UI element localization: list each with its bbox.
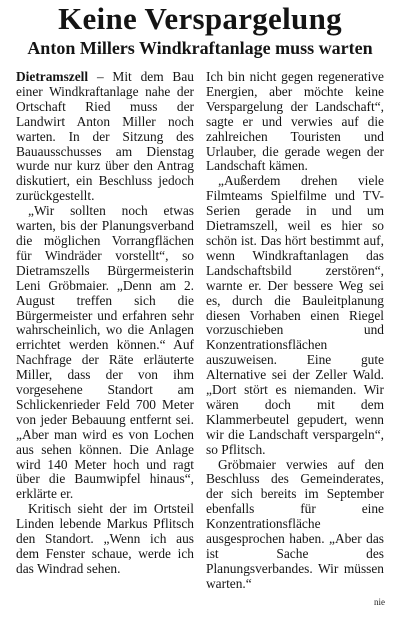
subheadline: Anton Millers Windkraftanlage muss warten	[27, 38, 373, 58]
paragraph-3: Kritisch sieht der im Ortsteil Linden lebende Markus Pflitsch den Standort. „Wenn ich aus dem Fenster schaue, werde ich das Windrad sehen.	[16, 501, 194, 576]
paragraph-6: Gröbmaier verwies auf den Beschluss des Gemeinderates, der sich bereits im September ebenfalls für eine Konzentrationsfläche ausgesprochen haben. „Aber das ist Sache des Planungsverbandes. Wir müssen warten.“	[206, 456, 384, 591]
article-column-right	[206, 70, 384, 592]
paragraph-2: „Wir sollten noch etwas warten, bis der Planungsverband die möglichen Vorrangflächen für Windräder vorstellt“, so Dietramszells Bürgermeisterin Leni Gröbmaier. „Denn am 2. August treffen sich die Bürgermeister und erfahren sehr wahrscheinlich, wo die Anlagen errichtet werden können.“ Auf Nachfrage der Räte erläuterte Miller, dass der von ihm vorgesehene Standort am Schlickenrieder Feld 700 Meter von jeder Bebauung entfernt sei. „Aber man wird es von Lochen aus sehen können. Die Anlage wird 140 Meter hoch und ragt über die Baumwipfel hinaus“, erklärte er.	[16, 203, 194, 502]
headline: Keine Verspargelung	[58, 1, 342, 36]
paragraph-4: Ich bin nicht gegen regenerative Energien, aber möchte keine Verspargelung der Landschaft“, sagte er und verwies auf die zahlreichen Touristen und Urlauber, die gerade wegen der Landschaft kämen.	[206, 69, 384, 174]
paragraph-1-text: – Mit dem Bau einer Windkraftanlage nahe der Ortschaft Ried muss der Landwirt Anton Miller noch warten. In der Sitzung des Bauausschusses am Dienstag wurde nur kurz über den Antrag diskutiert, ein Beschluss jedoch zurückgestellt.	[16, 69, 194, 204]
dateline: Dietramszell	[16, 69, 89, 84]
paragraph-5: „Außerdem drehen viele Filmteams Spielfilme und TV-Serien gerade in und um Dietramszell, weil es hier so schön ist. Das hört bestimmt auf, wenn Windkraftanlagen das Landschaftsbild zerstören“, warnte er. Der bessere Weg sei es, durch die Bauleitplanung diesen Vorhaben einen Riegel vorzuschieben und Konzentrationsflächen auszuweisen. Eine gute Alternative sei der Zeller Wald. „Dort stört es niemanden. Wir wären doch mit dem Klammerbeutel gepudert, wenn wir die Landschaft verspargeln“, so Pflitsch.	[206, 173, 384, 457]
paragraph-1	[16, 70, 194, 204]
article-column-left	[16, 70, 194, 577]
author-initials: nie	[374, 597, 385, 607]
